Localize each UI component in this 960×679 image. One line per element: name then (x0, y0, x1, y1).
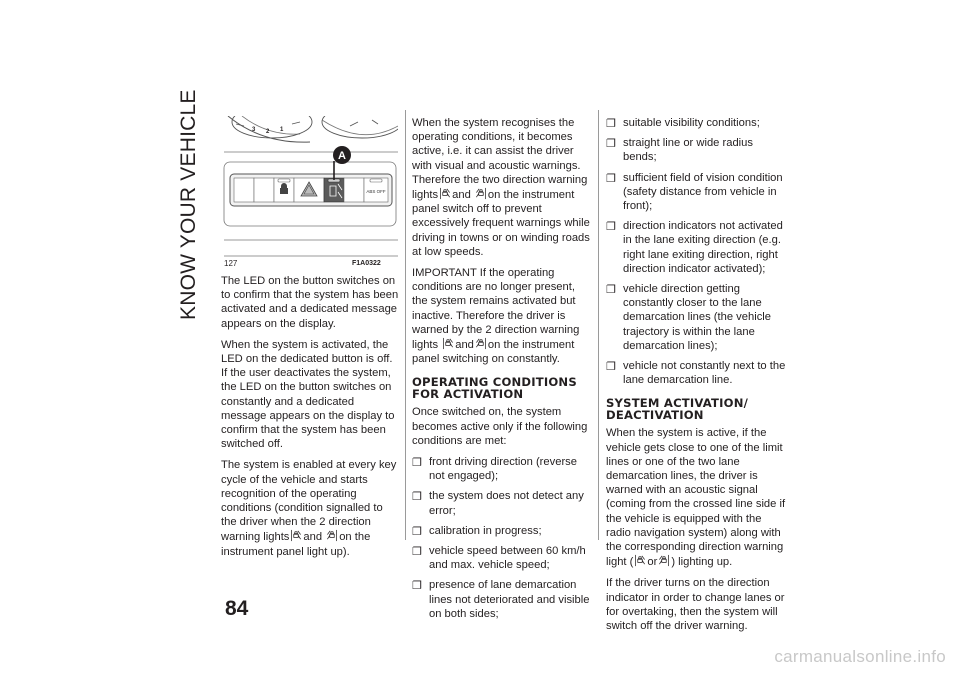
list-item: ❐ suitable visibility conditions; (606, 117, 760, 130)
col1-paragraph-1: The LED on the button switches on to confirm that the system has been activated and a dedicated message appears on the display. (221, 275, 399, 330)
list-item: ❐ sufficient field of vision condition (safety distance from vehicle in front); (606, 171, 783, 213)
list-item: ❐ vehicle direction getting constantly closer to the lane demarcation lines (the vehicle trajectory is within the lane demarcation lines); (606, 283, 771, 352)
col3-paragraph-2: If the driver turns on the direction indicator in order to change lanes or for overtaking, then the system will switch off the driver warning. (606, 577, 785, 633)
lane-right-warning-icon (658, 554, 670, 567)
col2-paragraph-3: Once switched on, the system becomes active only if the following conditions are met: (412, 406, 588, 447)
checkbox-bullet-icon: ❐ (606, 138, 617, 151)
list-item: ❐ direction indicators not activated in the lane exiting direction (e.g. right lane exiting direction, right direction indicator activated); (606, 220, 783, 275)
lane-left-warning-icon (442, 337, 454, 350)
checkbox-bullet-icon: ❐ (606, 361, 617, 374)
column-divider-2 (598, 110, 599, 540)
heading-operating-conditions: OPERATING CONDITIONS FOR ACTIVATION (412, 375, 577, 402)
list-item: ❐ vehicle not constantly next to the lane demarcation line. (606, 360, 786, 387)
lane-left-warning-icon (634, 554, 646, 567)
list-item: ❐ presence of lane demarcation lines not deteriorated and visible on both sides; (412, 579, 590, 620)
checkbox-bullet-icon: ❐ (412, 525, 423, 538)
checkbox-bullet-icon: ❐ (412, 580, 423, 593)
side-tab-label: KNOW YOUR VEHICLE (177, 89, 200, 320)
figure-code: F1A0322 (352, 260, 381, 267)
list-item: ❐ calibration in progress; (412, 524, 542, 538)
figure-illustration (222, 116, 398, 264)
checkbox-bullet-icon: ❐ (606, 118, 617, 130)
list-item: ❐ the system does not detect any error; (412, 490, 584, 517)
col3-paragraph-1: When the system is active, if the vehicle gets close to one of the limit lines or one of the two lane demarcation lines, the driver is warned with an acoustic signal (coming from the crossed line side if the vehicle is equipped with the radio navigation system) along with the corresponding direction warning light ( or ) lighting up. (606, 427, 786, 569)
page-number: 84 (225, 597, 249, 620)
checkbox-bullet-icon: ❐ (606, 221, 617, 234)
checkbox-bullet-icon: ❐ (412, 491, 423, 504)
col1-paragraph-2: When the system is activated, the LED on the dedicated button is off. If the user deactivates the system, the LED on the button switches on constantly and a dedicated message appears on the display to confirm that the system has been switched off. (221, 338, 395, 451)
column-1 (221, 274, 399, 566)
lane-right-warning-icon (326, 529, 338, 542)
gauge-number-1: 1 (280, 127, 284, 133)
list-item: ❐ straight line or wide radius bends; (606, 137, 753, 164)
column-divider-1 (405, 110, 406, 540)
watermark: carmanualsonline.info (774, 647, 946, 666)
checkbox-bullet-icon: ❐ (606, 284, 617, 297)
figure-dashboard-buttons (222, 116, 398, 264)
col2-paragraph-1: When the system recognises the operating conditions, it becomes active, i.e. it can assist the driver with visual and acoustic warnings. Therefore the two direction warning lights and on the instrument panel switch off to prevent excessively frequent warnings while driving in towns or on winding roads at low speeds. (412, 117, 590, 258)
list-item: ❐ vehicle speed between 60 km/h and max. vehicle speed; (412, 545, 586, 572)
checkbox-bullet-icon: ❐ (412, 546, 423, 559)
abs-off-button-label: ABS OFF (366, 189, 386, 194)
lane-left-warning-icon (439, 187, 451, 200)
checkbox-bullet-icon: ❐ (606, 172, 617, 185)
list-item: ❐ front driving direction (reverse not engaged); (412, 456, 577, 483)
gauge-number-2: 2 (266, 129, 270, 135)
col1-paragraph-3: The system is enabled at every key cycle of the vehicle and starts recognition of the operating conditions (condition signalled to the driver when the 2 direction warning lights and on the instrument panel light up). (221, 459, 397, 558)
callout-a: A (338, 150, 346, 162)
column-2 (412, 116, 592, 627)
figure-number: 127 (224, 259, 238, 268)
gauge-number-3: 3 (252, 127, 256, 133)
side-tab (168, 89, 210, 320)
column-3 (606, 116, 786, 640)
heading-system-activation: SYSTEM ACTIVATION/ DEACTIVATION (606, 396, 749, 423)
lane-left-warning-icon (290, 529, 302, 542)
lane-right-warning-icon (475, 337, 487, 350)
checkbox-bullet-icon: ❐ (412, 457, 423, 470)
col2-paragraph-important: IMPORTANT If the operating conditions are no longer present, the system remains activated but inactive. Therefore the driver is warned by the 2 direction warning lights and on the instrument panel switching on constantly. (412, 267, 580, 366)
lane-right-warning-icon (475, 187, 487, 200)
